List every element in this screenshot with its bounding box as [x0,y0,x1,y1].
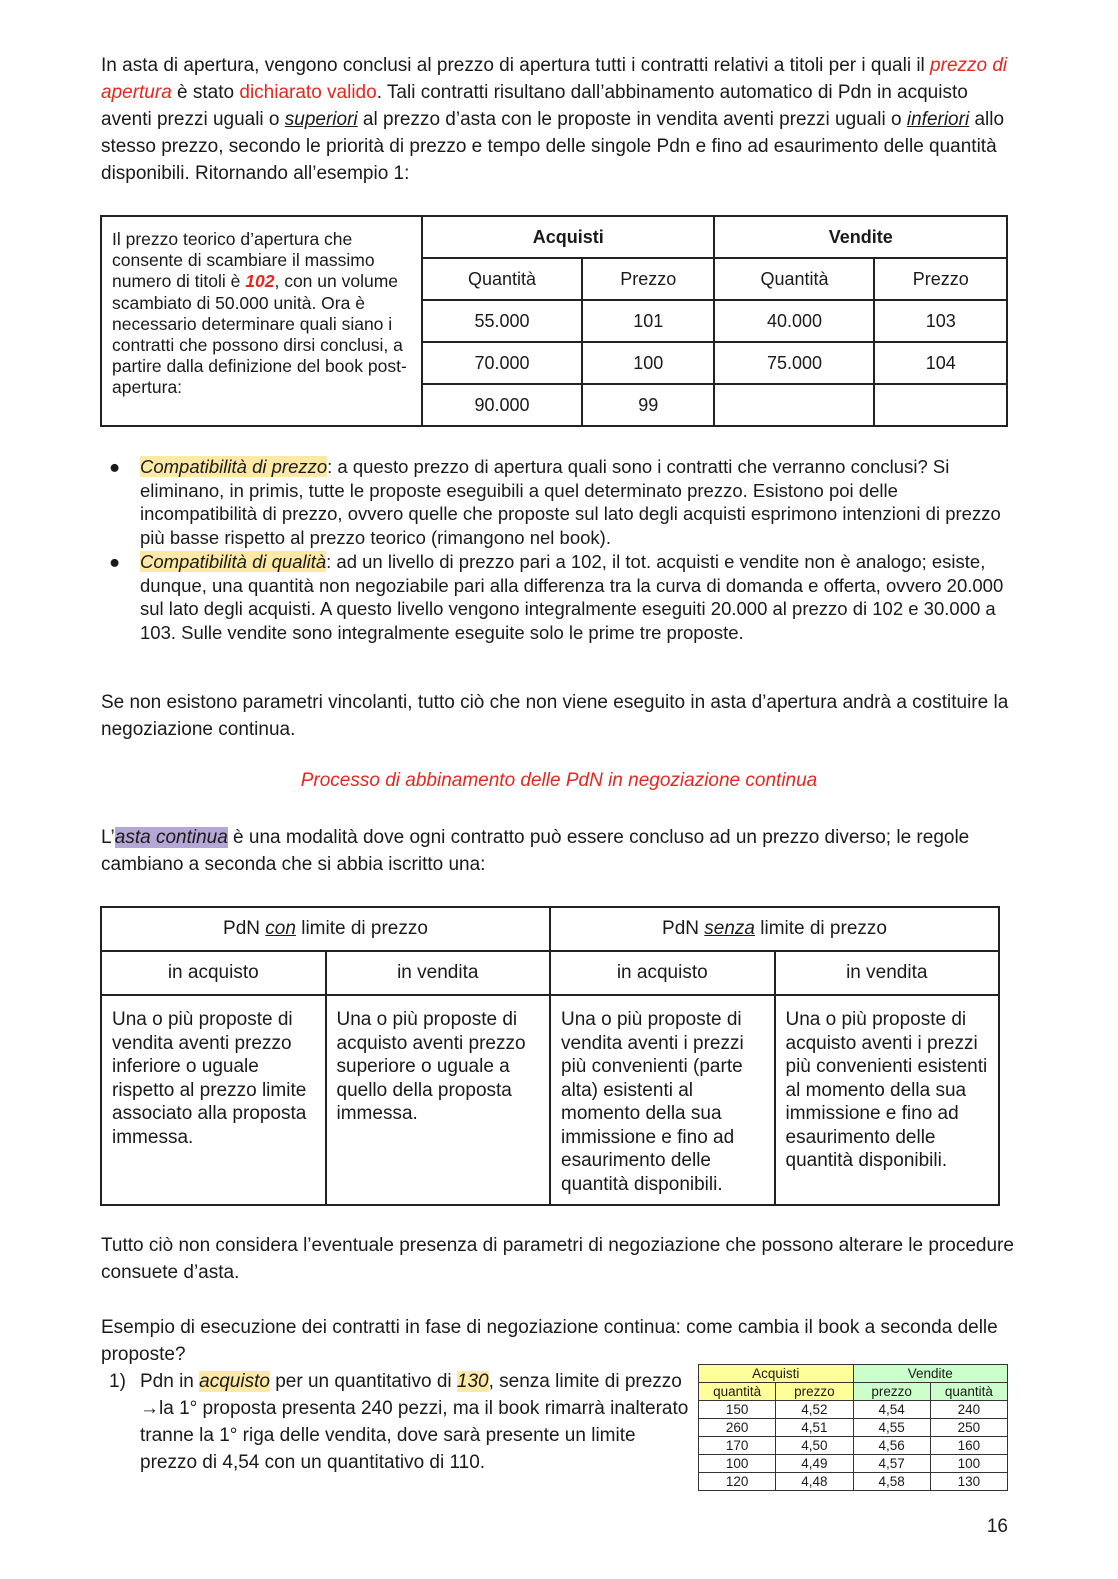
header-senza-limite: PdN senza limite di prezzo [550,907,999,951]
term-compatibilita-prezzo: Compatibilità di prezzo [140,456,328,477]
col-quantita: Quantità [714,258,874,300]
col-quantita: Quantità [422,258,582,300]
paragraph-parametri-negoziazione: Tutto ciò non considera l’eventuale presenza di parametri di negoziazione che possono alterare le procedure consuete d’asta. [101,1235,1014,1283]
table-row: 170 4,50 4,56 160 [699,1437,1008,1455]
list-item: ● Compatibilità di prezzo: a questo prezzo di apertura quali sono i contratti che verranno conclusi? Si eliminano, in primis, tutte le proposte eseguibili a quel determinato prezzo. Esistono poi delle incompatibilità di prezzo, ovvero quelle che proposte sul lato degli acquisti esprimono intenzioni di prezzo più basse rispetto al prezzo teorico (rimangono nel book). [109,456,1001,549]
term-prezzo-apertura: prezzo di apertura [101,55,1008,103]
sub-header: in acquisto [550,951,775,995]
table-row: 55.000 101 40.000 103 [101,300,1007,342]
paragraph-esempio: Esempio di esecuzione dei contratti in fase di negoziazione continua: come cambia il book a seconda delle proposte? [101,1317,998,1365]
bullet-icon: ● [109,456,121,477]
term-130: 130 [456,1371,489,1392]
table-row: 70.000 100 75.000 104 [101,342,1007,384]
term-compatibilita-qualita: Compatibilità di qualità [140,550,327,572]
compatibility-list [101,455,1016,645]
list-number: 1) [109,1371,126,1392]
table-row: 90.000 99 [101,384,1007,426]
paragraph-asta-continua: L’asta continua è una modalità dove ogni contratto può essere concluso ad un prezzo diverso; le regole cambiano a seconda che si abbia iscritto una: [101,827,970,875]
term-inferiori: inferiori [906,109,970,130]
order-book-table: Acquisti Vendite quantità prezzo prezzo quantità 150 4,52 4,54 240 260 4,51 4,55 250 170 4,50 4,56 160 100 4,49 4,57 100 120 4,48 4,58 130 [698,1364,1008,1491]
table-description: Il prezzo teorico d’apertura che consente di scambiare il massimo numero di titoli è 102, con un volume scambiato di 50.000 unità. Ora è necessario determinare quali siano i contratti che possono dirsi conclusi, a partire dalla definizione del book post-apertura: [101,216,422,426]
term-dichiarato-valido: dichiarato valido [239,82,377,103]
table-row: 100 4,49 4,57 100 [699,1455,1008,1473]
sub-header: in vendita [326,951,551,995]
table-row: 150 4,52 4,54 240 [699,1401,1008,1419]
section-title: Processo di abbinamento delle PdN in negoziazione continua [300,770,818,791]
sub-header: in acquisto [101,951,326,995]
header-con-limite: PdN con limite di prezzo [101,907,550,951]
bullet-icon: ● [109,550,121,572]
col-prezzo: Prezzo [582,258,715,300]
table-row: Una o più proposte di vendita aventi prezzo inferiore o uguale rispetto al prezzo limite associato alla proposta immessa. Una o più proposte di acquisto aventi prezzo superiore o uguale a quello della proposta immessa. Una o più proposte di vendita aventi i prezzi più convenienti (parte alta) esistenti al momento della sua immissione e fino ad esaurimento delle quantità disponibili. Una o più proposte di acquisto aventi i prezzi più convenienti esistenti al momento della sua immissione e fino ad esaurimento delle quantità disponibili. [101,995,999,1205]
header-vendite: Vendite [714,216,1007,258]
table-row: 260 4,51 4,55 250 [699,1419,1008,1437]
theoretical-price: 102 [245,271,275,292]
paragraph-parametri: Se non esistono parametri vincolanti, tutto ciò che non viene eseguito in asta d’apertura andrà a costituire la negoziazione continua. [101,692,1009,740]
page-number: 16 [986,1516,1008,1537]
term-asta-continua: asta continua [114,827,228,848]
example-list [101,1368,691,1476]
list-item: 1) Pdn in acquisto per un quantitativo di 130, senza limite di prezzo →la 1° proposta presenta 240 pezzi, ma il book rimarrà inalterato tranne la 1° riga delle vendita, dove sarà presente un limite prezzo di 4,54 con un quantitativo di 110. [101,1368,691,1476]
book-header-acquisti: Acquisti [699,1365,854,1383]
header-acquisti: Acquisti [422,216,714,258]
term-superiori: superiori [284,109,358,130]
col-prezzo: Prezzo [874,258,1007,300]
term-acquisto: acquisto [199,1371,270,1392]
opening-book-table [100,215,1008,427]
pdn-rules-table [100,906,1000,1206]
book-header-vendite: Vendite [853,1365,1008,1383]
sub-header: in vendita [775,951,1000,995]
list-item: ● Compatibilità di qualità: ad un livello di prezzo pari a 102, il tot. acquisti e vendite non è analogo; esiste, dunque, una quantità non negoziabile pari alla differenza tra la curva di domanda e offerta, ovvero 20.000 sul lato degli acquisti. A questo livello vengono integralmente eseguiti 20.000 al prezzo di 102 e 30.000 a 103. Sulle vendite sono integralmente eseguite solo le prime tre proposte. [109,550,1004,643]
intro-paragraph: In asta di apertura, vengono conclusi al prezzo di apertura tutti i contratti relativi a titoli per i quali il prezzo di apertura è stato dichiarato valido. Tali contratti risultano dall’abbinamento automatico di Pdn in acquisto aventi prezzi uguali o superiori al prezzo d’asta con le proposte in vendita aventi prezzi uguali o inferiori allo stesso prezzo, secondo le priorità di prezzo e tempo delle singole Pdn e fino ad esaurimento delle quantità disponibili. Ritornando all’esempio 1: [101,55,1008,184]
table-row: 120 4,48 4,58 130 [699,1473,1008,1491]
